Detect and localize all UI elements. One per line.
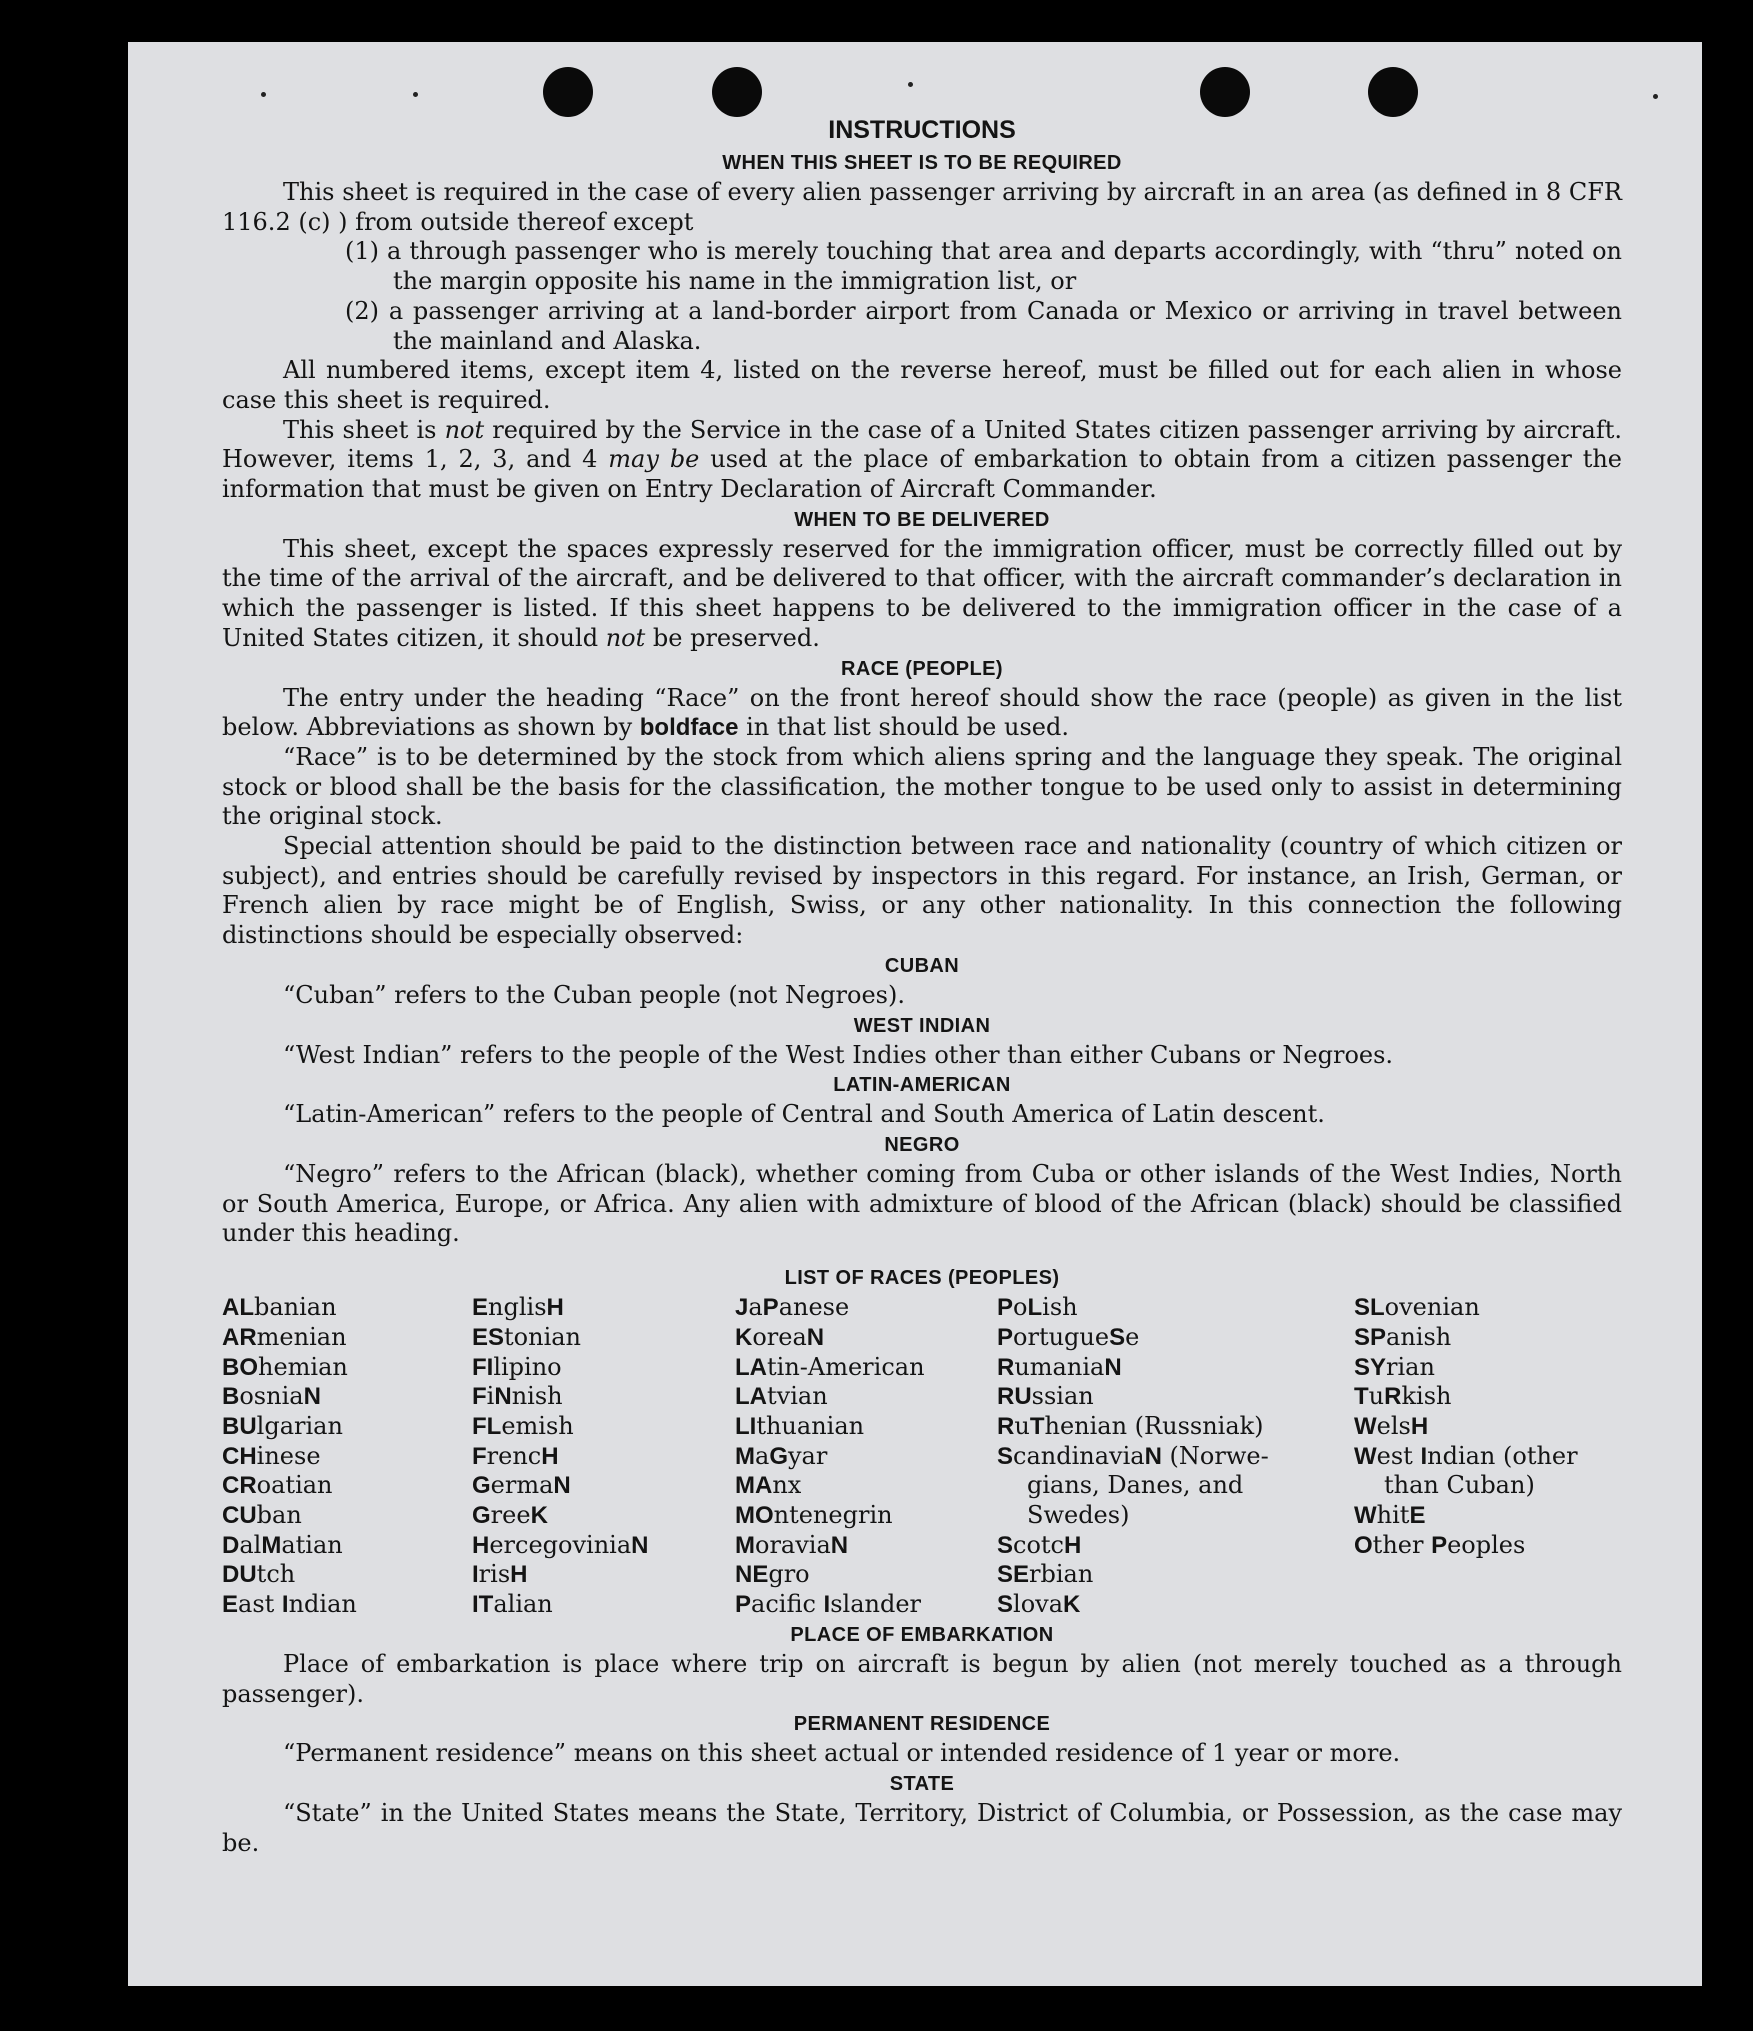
- race-abbrev: P: [735, 1591, 752, 1619]
- race-entry: [735, 1412, 997, 1442]
- race-abbrev: F: [472, 1383, 487, 1411]
- race-abbrev: E: [472, 1294, 489, 1322]
- race-abbrev: H: [1410, 1412, 1429, 1440]
- race-abbrev: H: [546, 1294, 564, 1322]
- race-entry: [222, 1560, 472, 1590]
- race-text: henian (Russniak): [1044, 1411, 1264, 1440]
- paragraph: “Permanent residence” means on this sheet actual or intended residence of 1 year or more.: [283, 1739, 1401, 1768]
- race-text: els: [1376, 1411, 1411, 1440]
- race-text: gro: [768, 1560, 810, 1589]
- race-entry: [222, 1501, 472, 1531]
- race-abbrev: SP: [1354, 1323, 1387, 1351]
- race-text: ovenian: [1384, 1293, 1480, 1322]
- speck: [908, 82, 913, 87]
- race-abbrev: N: [806, 1323, 825, 1351]
- paragraph: Special attention should be paid to the distinction between race and nationality (country of which citizen or subject), and entries should be carefully revised by inspectors in this regard. For instance, an Irish, German, or French alien by race might be of English, Swiss, or any other nationality. In this connection the following distinctions should be especially observed:: [222, 832, 1622, 950]
- race-text: cotc: [1013, 1530, 1064, 1559]
- race-entry-continuation: than Cuban): [1384, 1471, 1535, 1500]
- race-text: ast: [238, 1590, 282, 1619]
- race-abbrev: LA: [735, 1353, 767, 1381]
- race-text: anish: [1386, 1322, 1452, 1351]
- heading-race: RACE (PEOPLE): [841, 657, 1003, 680]
- race-entry: [735, 1353, 997, 1383]
- race-abbrev: LA: [735, 1383, 767, 1411]
- race-text: a: [748, 1293, 763, 1322]
- race-text: lipino: [493, 1352, 562, 1381]
- race-entry: [472, 1382, 735, 1412]
- race-entry: [997, 1531, 1354, 1561]
- paragraph: “State” in the United States means the State, Territory, District of Columbia, or Possession, as the case may be.: [222, 1798, 1622, 1857]
- race-entry-continuation: gians, Danes, and: [1027, 1471, 1244, 1500]
- punch-hole: [712, 67, 762, 117]
- heading-state: STATE: [889, 1772, 955, 1795]
- race-text: slander: [830, 1590, 921, 1619]
- race-entry: [735, 1501, 997, 1531]
- race-text: u: [1368, 1382, 1385, 1411]
- speck: [261, 92, 266, 97]
- race-entry: [472, 1590, 735, 1620]
- race-abbrev: H: [510, 1561, 528, 1589]
- race-entry: [472, 1501, 735, 1531]
- race-text: tin-American: [767, 1352, 925, 1381]
- text-run: used at the place of embarkation to obtain from a citizen passenger the information that must be given on Entry Declaration of Aircraft Commander.: [222, 445, 1623, 504]
- speck: [413, 92, 418, 97]
- race-entry: [735, 1590, 997, 1620]
- race-entry: [222, 1293, 472, 1323]
- race-abbrev: E: [1409, 1502, 1426, 1530]
- race-abbrev: B: [222, 1383, 240, 1411]
- race-text: banian: [254, 1293, 337, 1322]
- race-text: u: [1014, 1411, 1030, 1440]
- race-text: erma: [490, 1471, 554, 1500]
- paragraph: “West Indian” refers to the people of the West Indies other than either Cubans or Negroes.: [283, 1040, 1394, 1069]
- race-entry: [1354, 1531, 1622, 1561]
- document-page: [128, 42, 1702, 1986]
- race-abbrev: L: [1027, 1294, 1043, 1322]
- race-abbrev: G: [769, 1442, 788, 1470]
- race-entry: [735, 1323, 997, 1353]
- race-entry: [222, 1590, 472, 1620]
- race-abbrev: N: [830, 1531, 849, 1559]
- race-text: atian: [281, 1530, 343, 1559]
- race-text: ther: [1372, 1530, 1432, 1559]
- race-text: oatian: [256, 1471, 333, 1500]
- race-abbrev: DU: [222, 1561, 257, 1589]
- heading-place-of-embarkation: PLACE OF EMBARKATION: [790, 1623, 1054, 1646]
- race-abbrev: FI: [472, 1353, 494, 1381]
- race-column: [222, 1293, 472, 1620]
- race-entry: [472, 1353, 735, 1383]
- race-text: lova: [1013, 1590, 1064, 1619]
- race-abbrev: S: [997, 1591, 1014, 1619]
- exception-text: a passenger arriving at a land-border airport from Canada or Mexico or arriving in travel between the mainland and Alaska.: [388, 296, 1622, 355]
- text-run: This sheet is: [283, 415, 445, 444]
- exception-number: (2): [345, 296, 379, 325]
- race-text: hit: [1376, 1501, 1410, 1530]
- paragraph: “Latin-American” refers to the people of Central and South America of Latin descent.: [283, 1100, 1325, 1129]
- race-entry: [735, 1531, 997, 1561]
- paragraph: “Negro” refers to the African (black), whether coming from Cuba or other islands of the West Indies, North or South America, Europe, or Africa. Any alien with admixture of blood of the African (black) should be classified under this heading.: [222, 1159, 1622, 1248]
- race-abbrev: CU: [222, 1502, 257, 1530]
- race-entry: [1354, 1293, 1622, 1323]
- race-entry: [735, 1560, 997, 1590]
- race-column: [1354, 1293, 1622, 1620]
- race-abbrev: W: [1354, 1412, 1377, 1440]
- heading-latin-american: LATIN-AMERICAN: [833, 1074, 1011, 1097]
- race-abbrev: M: [735, 1531, 755, 1559]
- race-text: ban: [256, 1501, 302, 1530]
- race-text: osnia: [239, 1382, 304, 1411]
- race-text: thuanian: [756, 1411, 865, 1440]
- race-text: eoples: [1447, 1530, 1526, 1559]
- race-abbrev: H: [1064, 1531, 1082, 1559]
- race-abbrev: FL: [472, 1412, 502, 1440]
- race-entry: [1354, 1442, 1622, 1501]
- race-text: a: [755, 1441, 770, 1470]
- race-entry: [472, 1293, 735, 1323]
- race-text: umania: [1014, 1352, 1105, 1381]
- punch-hole: [1368, 67, 1418, 117]
- race-text: ree: [490, 1501, 531, 1530]
- race-abbrev: AL: [222, 1294, 254, 1322]
- race-abbrev: S: [997, 1442, 1014, 1470]
- race-text: kish: [1401, 1382, 1452, 1411]
- race-abbrev: N: [553, 1472, 571, 1500]
- race-entry: [735, 1293, 997, 1323]
- heading-list-of-races: LIST OF RACES (PEOPLES): [784, 1267, 1060, 1290]
- race-entry: [997, 1323, 1354, 1353]
- race-text: emish: [501, 1411, 574, 1440]
- race-text: alian: [493, 1590, 553, 1619]
- paragraph: [222, 416, 1622, 505]
- race-abbrev: BU: [222, 1412, 257, 1440]
- race-abbrev: H: [472, 1531, 490, 1559]
- race-entry: [1354, 1412, 1622, 1442]
- race-entry: [997, 1353, 1354, 1383]
- heading-permanent-residence: PERMANENT RESIDENCE: [793, 1713, 1051, 1736]
- race-abbrev: I: [472, 1561, 479, 1589]
- race-text: tonian: [504, 1322, 582, 1351]
- paragraph: “Race” is to be determined by the stock from which aliens spring and the language they speak. The original stock or blood shall be the basis for the classification, the mother tongue to be used only to assist in determining the original stock.: [222, 742, 1622, 831]
- bold-word: boldface: [639, 714, 739, 742]
- race-entry: [222, 1531, 472, 1561]
- race-text: ntenegrin: [773, 1501, 893, 1530]
- race-entry: [472, 1323, 735, 1353]
- race-abbrev: P: [997, 1323, 1014, 1351]
- race-abbrev: N: [1104, 1353, 1122, 1381]
- race-abbrev: I: [1420, 1442, 1428, 1470]
- race-text: ercegovinia: [489, 1530, 632, 1559]
- exception-number: (1): [345, 237, 379, 266]
- race-abbrev: BO: [222, 1353, 258, 1381]
- race-text: nglis: [488, 1293, 547, 1322]
- race-text: (Norwe-: [1161, 1441, 1269, 1470]
- race-entry: [472, 1412, 735, 1442]
- race-column: [997, 1293, 1354, 1620]
- heading-negro: NEGRO: [884, 1133, 960, 1156]
- paragraph: “Cuban” refers to the Cuban people (not Negroes).: [283, 980, 905, 1009]
- race-abbrev: P: [762, 1294, 779, 1322]
- paragraph: All numbered items, except item 4, listed on the reverse hereof, must be filled out for each alien in whose case this sheet is required.: [222, 356, 1622, 414]
- race-abbrev: F: [472, 1442, 487, 1470]
- race-abbrev: S: [1109, 1323, 1126, 1351]
- race-text: candinavia: [1013, 1441, 1145, 1470]
- race-abbrev: SE: [997, 1561, 1030, 1589]
- race-entry: [997, 1382, 1354, 1412]
- race-abbrev: MO: [735, 1502, 774, 1530]
- race-text: oravia: [755, 1530, 831, 1559]
- race-text: menian: [256, 1322, 347, 1351]
- race-abbrev: RU: [997, 1383, 1032, 1411]
- race-text: hemian: [258, 1352, 348, 1381]
- race-entry: [997, 1560, 1354, 1590]
- exception-item: [345, 297, 1622, 356]
- race-abbrev: N: [1144, 1442, 1162, 1470]
- race-entry: [1354, 1323, 1622, 1353]
- race-abbrev: N: [303, 1383, 321, 1411]
- punch-hole: [1200, 67, 1250, 117]
- punch-hole: [543, 67, 593, 117]
- text-run: required by the Service in the case of a United States citizen passenger arriving by aircraft. However, items 1, 2, 3, and 4: [222, 415, 1622, 474]
- heading-west-indian: WEST INDIAN: [853, 1014, 991, 1037]
- race-text: i: [486, 1382, 495, 1411]
- race-entry: [1354, 1382, 1622, 1412]
- page-title: INSTRUCTIONS: [828, 116, 1016, 144]
- race-abbrev: T: [1029, 1412, 1045, 1440]
- race-abbrev: I: [281, 1591, 289, 1619]
- text-run: This sheet, except the spaces expressly reserved for the immigration officer, must be correctly filled out by the time of the arrival of the aircraft, and be delivered to that officer, with the aircraft commander’s declaration in which the passenger is listed. If this sheet happens to be delivered to the immigration officer in the case of a United States citizen, it should: [222, 534, 1622, 652]
- race-abbrev: P: [1431, 1531, 1448, 1559]
- race-entry: [735, 1382, 997, 1412]
- race-abbrev: O: [1354, 1531, 1373, 1559]
- race-text: ortugue: [1013, 1322, 1110, 1351]
- race-text: ish: [1042, 1293, 1078, 1322]
- race-abbrev: K: [735, 1323, 753, 1351]
- race-abbrev: R: [1384, 1383, 1402, 1411]
- race-abbrev: N: [631, 1531, 649, 1559]
- race-abbrev: S: [997, 1531, 1014, 1559]
- race-entry: [222, 1382, 472, 1412]
- race-text: inese: [256, 1441, 321, 1470]
- race-abbrev: M: [735, 1442, 755, 1470]
- race-entry: [997, 1590, 1354, 1620]
- race-entry: [222, 1323, 472, 1353]
- text-run: be preserved.: [645, 623, 820, 652]
- heading-when-required: WHEN THIS SHEET IS TO BE REQUIRED: [722, 152, 1122, 174]
- race-entry: [472, 1442, 735, 1472]
- heading-when-delivered: WHEN TO BE DELIVERED: [794, 508, 1050, 531]
- heading-cuban: CUBAN: [884, 954, 960, 977]
- exception-item: [345, 237, 1622, 296]
- race-entry-continuation: Swedes): [1027, 1501, 1130, 1530]
- race-abbrev: H: [541, 1442, 559, 1470]
- text-run: in that list should be used.: [738, 713, 1069, 742]
- race-abbrev: R: [997, 1353, 1015, 1381]
- race-text: anese: [778, 1293, 850, 1322]
- race-column: [472, 1293, 735, 1620]
- race-abbrev: LI: [735, 1412, 757, 1440]
- race-entry: [472, 1531, 735, 1561]
- race-abbrev: CR: [222, 1472, 257, 1500]
- race-abbrev: W: [1354, 1442, 1377, 1470]
- race-abbrev: J: [735, 1294, 749, 1322]
- race-abbrev: M: [261, 1531, 282, 1559]
- race-column: [735, 1293, 997, 1620]
- emphasis: not: [444, 415, 485, 444]
- race-abbrev: NE: [735, 1561, 769, 1589]
- emphasis: may be: [608, 445, 700, 474]
- race-entry: [222, 1442, 472, 1472]
- race-text: tch: [256, 1560, 296, 1589]
- race-text: ssian: [1031, 1382, 1094, 1411]
- race-list: [222, 1293, 1622, 1620]
- race-entry: [997, 1412, 1354, 1442]
- race-text: est: [1376, 1441, 1421, 1470]
- race-abbrev: SL: [1354, 1294, 1385, 1322]
- race-text: e: [1125, 1322, 1140, 1351]
- race-entry: [222, 1412, 472, 1442]
- race-entry: [735, 1442, 997, 1472]
- race-text: al: [239, 1530, 262, 1559]
- race-entry: [1354, 1353, 1622, 1383]
- race-abbrev: SY: [1354, 1353, 1387, 1381]
- race-entry: [472, 1560, 735, 1590]
- race-abbrev: ES: [472, 1323, 505, 1351]
- race-text: acific: [751, 1590, 824, 1619]
- race-text: ndian (other: [1427, 1441, 1578, 1470]
- race-entry: [997, 1293, 1354, 1323]
- paragraph: [222, 535, 1622, 654]
- race-abbrev: D: [222, 1531, 240, 1559]
- race-abbrev: I: [823, 1591, 831, 1619]
- race-abbrev: CH: [222, 1442, 257, 1470]
- race-text: lgarian: [256, 1411, 343, 1440]
- race-entry: [472, 1471, 735, 1501]
- race-abbrev: P: [997, 1294, 1014, 1322]
- race-abbrev: MA: [735, 1472, 773, 1500]
- race-text: renc: [486, 1441, 542, 1470]
- race-text: o: [1013, 1293, 1028, 1322]
- emphasis: not: [605, 623, 646, 652]
- race-text: ndian: [288, 1590, 357, 1619]
- race-abbrev: K: [530, 1502, 548, 1530]
- race-abbrev: IT: [472, 1591, 494, 1619]
- race-abbrev: T: [1354, 1383, 1369, 1411]
- race-text: tvian: [767, 1382, 828, 1411]
- race-entry: [222, 1471, 472, 1501]
- race-text: orea: [752, 1322, 807, 1351]
- paragraph: This sheet is required in the case of every alien passenger arriving by aircraft in an area (as defined in 8 CFR 116.2 (c) ) from outside thereof except: [222, 178, 1622, 236]
- race-abbrev: K: [1063, 1591, 1081, 1619]
- race-abbrev: E: [222, 1591, 239, 1619]
- race-abbrev: R: [997, 1412, 1015, 1440]
- race-entry: [1354, 1501, 1622, 1531]
- text-run: The entry under the heading “Race” on the front hereof should show the race (people) as given in the list below. Abbreviations as shown by: [222, 683, 1622, 742]
- race-entry: [735, 1471, 997, 1501]
- race-entry: [997, 1442, 1354, 1531]
- race-text: ris: [478, 1560, 511, 1589]
- paragraph: Place of embarkation is place where trip on aircraft is begun by alien (not merely touched as a through passenger).: [222, 1649, 1622, 1708]
- race-abbrev: AR: [222, 1323, 257, 1351]
- race-text: nish: [511, 1382, 563, 1411]
- instructions-content: [222, 112, 1622, 1858]
- race-abbrev: N: [494, 1383, 512, 1411]
- speck: [1653, 94, 1658, 99]
- race-entry: [222, 1353, 472, 1383]
- race-abbrev: W: [1354, 1502, 1377, 1530]
- race-abbrev: G: [472, 1502, 491, 1530]
- race-text: rian: [1386, 1352, 1435, 1381]
- paragraph: [222, 684, 1622, 743]
- race-text: nx: [772, 1471, 802, 1500]
- exception-text: a through passenger who is merely touching that area and departs accordingly, with “thru” noted on the margin opposite his name in the immigration list, or: [387, 237, 1622, 296]
- exception-list: [222, 237, 1622, 356]
- race-text: rbian: [1029, 1560, 1094, 1589]
- race-abbrev: G: [472, 1472, 491, 1500]
- race-text: yar: [787, 1441, 828, 1470]
